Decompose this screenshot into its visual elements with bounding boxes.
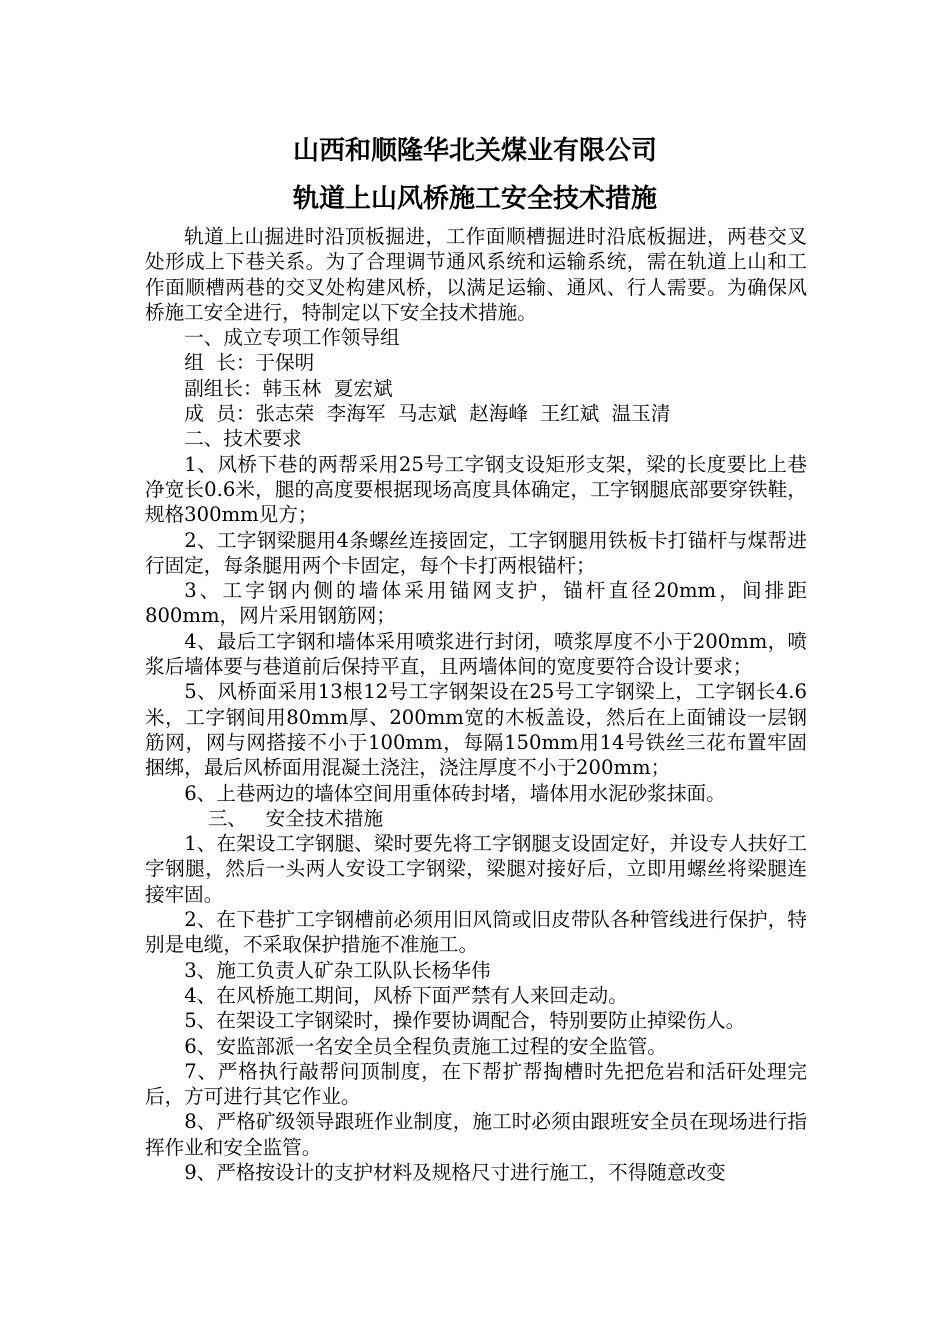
safety-item: 9、严格按设计的支护材料及规格尺寸进行施工，不得随意改变 [184, 1160, 726, 1184]
intro-paragraph: 轨道上山掘进时沿顶板掘进，工作面顺槽掘进时沿底板掘进，两巷交叉处形成上下巷关系。为了合理调节通风系统和运输系统，需在轨道上山和工作面顺槽两巷的交叉处构建风桥，以满足运输、通风、行人需要。为确保风桥施工安全进行，特制定以下安全技术措施。 [145, 225, 807, 324]
tech-item: 1、风桥下巷的两帮采用25号工字钢支设矩形支架，梁的长度要比上巷净宽长0.6米，腿的高度要根据现场高度具体确定，工字钢腿底部要穿铁鞋，规格300mm见方； [145, 452, 807, 527]
safety-item: 6、安监部派一名安全员全程负责施工过程的安全监管。 [184, 1034, 667, 1058]
safety-item: 3、施工负责人矿杂工队队长杨华伟 [184, 958, 491, 982]
company-title: 山西和顺隆华北关煤业有限公司 [292, 136, 657, 166]
safety-item: 4、在风桥施工期间，风桥下面严禁有人来回走动。 [184, 983, 628, 1007]
safety-item: 8、严格矿级领导跟班作业制度，施工时必须由跟班安全员在现场进行指挥作业和安全监管。 [145, 1110, 807, 1159]
safety-item: 7、严格执行敲帮问顶制度，在下帮扩帮掏槽时先把危岩和活矸处理完后，方可进行其它作业。 [145, 1059, 807, 1109]
document-body [145, 224, 807, 1185]
section3-heading: 三、 安全技术措施 [207, 806, 384, 830]
tech-item: 4、最后工字钢和墙体采用喷浆进行封闭，喷浆厚度不小于200mm，喷浆后墙体要与巷道前后保持平直，且两墙体间的宽度要符合设计要求； [145, 629, 807, 679]
leader-line: 组 长：于保明 [184, 351, 315, 375]
safety-item: 1、在架设工字钢腿、梁时要先将工字钢腿支设固定好，并设专人扶好工字钢腿，然后一头两人安设工字钢梁，梁腿对接好后，立即用螺丝将梁腿连接牢固。 [145, 832, 807, 906]
safety-item: 2、在下巷扩工字钢槽前必须用旧风筒或旧皮带队各种管线进行保护，特别是电缆，不采取保护措施不准施工。 [145, 908, 807, 957]
tech-item: 3、工字钢内侧的墙体采用锚网支护，锚杆直径20mm，间排距800mm，网片采用钢筋网； [145, 579, 807, 628]
members-line: 成 员：张志荣 李海军 马志斌 赵海峰 王红斌 温玉清 [184, 402, 671, 426]
safety-item: 5、在架设工字钢梁时，操作要协调配合，特别要防止掉梁伤人。 [184, 1009, 746, 1033]
section1-heading: 一、成立专项工作领导组 [184, 326, 400, 350]
section2-heading: 二、技术要求 [184, 427, 302, 451]
tech-item: 5、风桥面采用13根12号工字钢架设在25号工字钢梁上，工字钢长4.6米，工字钢间用80mm厚、200mm宽的木板盖设，然后在上面铺设一层钢筋网，网与网搭接不小于100mm，每隔150mm用14号铁丝三花布置牢固捆绑，最后风桥面用混凝土浇注，浇注厚度不小于200mm； [145, 680, 807, 780]
deputy-line: 副组长：韩玉林 夏宏斌 [184, 376, 393, 400]
tech-item: 6、上巷两边的墙体空间用重体砖封堵，墙体用水泥砂浆抹面。 [184, 781, 726, 805]
tech-item: 2、工字钢梁腿用4条螺丝连接固定，工字钢腿用铁板卡打锚杆与煤帮进行固定，每条腿用两个卡固定，每个卡打两根锚杆； [145, 528, 807, 577]
document-title: 轨道上山风桥施工安全技术措施 [292, 184, 657, 214]
